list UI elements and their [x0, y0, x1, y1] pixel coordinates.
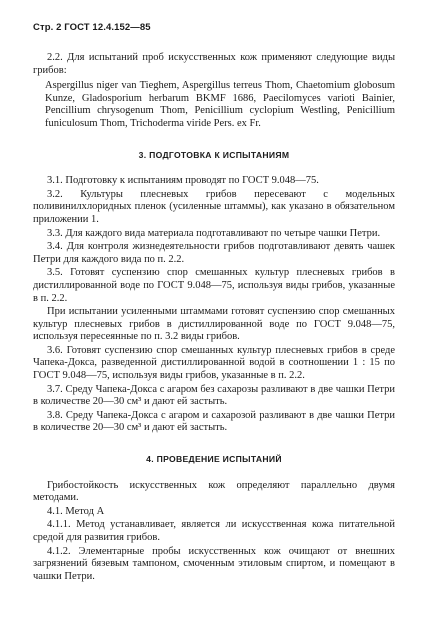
paragraph-3-7: 3.7. Среду Чапека-Докса с агаром без сахарозы разливают в две чашки Петри в количестве 20—30 см³ и дают ей застыть. — [33, 383, 395, 408]
paragraph-2-2: 2.2. Для испытаний проб искусственных кож применяют следующие виды грибов: — [33, 52, 395, 76]
paragraph-3-2: 3.2. Культуры плесневых грибов пересевают с модельных поливинилхлоридных пленок (усиленные штаммы), как указано в обязательном приложении 1. — [33, 188, 395, 225]
paragraph-4-intro: Грибостойкость искусственных кож определяют параллельно двумя методами. — [33, 479, 395, 504]
paragraph-4-1-2: 4.1.2. Элементарные пробы искусственных кож очищают от внешних загрязнений бязевым тампоном, смоченным этиловым спиртом, и помещают в чашки Петри. — [33, 545, 395, 582]
paragraph-3-6: 3.6. Готовят суспензию спор смешанных культур плесневых грибов в среде Чапека-Докса, разведенной дистиллированной водой в соотношении 1 : 15 по ГОСТ 9.048—75, используя виды грибов, указанные в п. 2.2. — [33, 344, 395, 382]
method-a-heading: 4.1. Метод А — [47, 505, 105, 517]
paragraph-3-5: 3.5. Готовят суспензию спор смешанных культур плесневых грибов в дистиллированной воде по ГОСТ 9.048—75, используя виды грибов, указанные в п. 2.2. — [33, 267, 395, 304]
section-3-title: 3. ПОДГОТОВКА К ИСПЫТАНИЯМ — [138, 149, 290, 160]
paragraph-3-8: 3.8. Среду Чапека-Докса с агаром и сахарозой разливают в две чашки Петри в количестве 20—30 см³ и дают ей застыть. — [33, 409, 395, 434]
paragraph-3-1: 3.1. Подготовку к испытаниям проводят по ГОСТ 9.048—75. — [47, 175, 319, 187]
fungi-species-list: Aspergillus niger van Tieghem, Aspergillus terreus Thom, Chaetomium globosum Kunze, Gladosporium herbarum BKMF 1686, Paecilomyces varioti Bainier, Pencillium chrysogenum Thom, Penicillium cyclopium Westling, Penicillium funiculosum Thom, Trichoderma viride Pers. ex Fr. — [45, 80, 395, 129]
paragraph-3-4: 3.4. Для контроля жизнедеятельности грибов подготавливают девять чашек Петри для каждого вида по п. 2.2. — [33, 241, 395, 265]
section-4-title: 4. ПРОВЕДЕНИЕ ИСПЫТАНИЙ — [146, 454, 282, 465]
paragraph-3-5-note: При испытании усиленными штаммами готовят суспензию спор смешанных культур плесневых грибов в дистиллированной воде по ГОСТ 9.048—75, используя пересеянные по п. 3.2 виды грибов. — [33, 306, 395, 343]
paragraph-3-3: 3.3. Для каждого вида материала подготавливают по четыре чашки Петри. — [47, 227, 381, 239]
page-header: Стр. 2 ГОСТ 12.4.152—85 — [33, 22, 151, 33]
paragraph-4-1-1: 4.1.1. Метод устанавливает, является ли искусственная кожа питательной средой для развития грибов. — [33, 519, 395, 543]
document-body — [33, 52, 395, 584]
